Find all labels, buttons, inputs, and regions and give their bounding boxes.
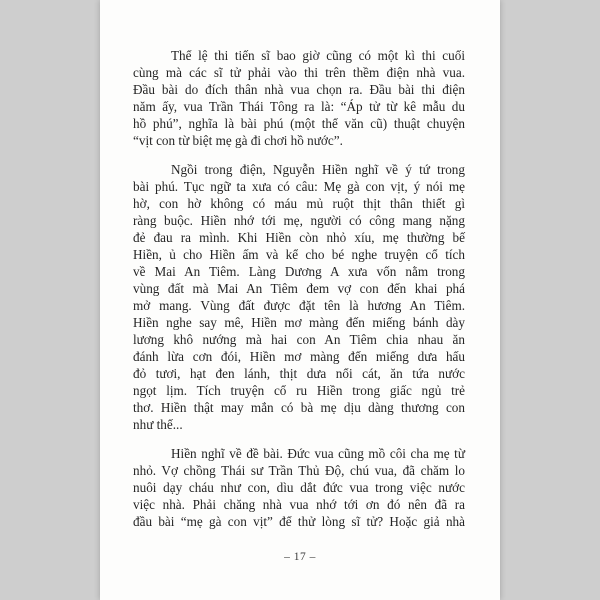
text-line: Hiền, ủ cho Hiền ấm và kể cho bé nghe truyện cổ tích — [133, 247, 465, 262]
text-line: về Mai An Tiêm. Làng Dương A xưa vốn nằm trong — [133, 264, 465, 279]
text-line: nuôi dạy cháu như con, dìu dắt đức vua trong việc nước — [133, 480, 465, 495]
text-line: vùng đất mà Mai An Tiêm đem vợ con đến khai phá — [133, 281, 465, 296]
text-line: đầu bài “mẹ gà con vịt” để thử lòng sĩ tử? Hoặc giả nhà — [133, 514, 465, 529]
text-line: bài phú. Tục ngữ ta xưa có câu: Mẹ gà con vịt, ý nói mẹ — [133, 179, 465, 194]
page-text — [133, 47, 465, 542]
text-line: đẻ đau ra mình. Khi Hiền còn nhỏ xíu, mẹ thường bế — [133, 230, 465, 245]
text-line: thơ. Hiền thật may mắn có bà mẹ dịu dàng thương con — [133, 400, 465, 415]
text-line: việc nhà. Phải chăng nhà vua nhớ tới ơn đó nên đã ra — [133, 497, 465, 512]
paragraph — [133, 445, 465, 530]
text-line: lương khô nướng mà hai con An Tiêm chia nhau ăn — [133, 332, 465, 347]
text-line: cùng mà các sĩ tử phải vào thi trên thềm điện nhà vua. — [133, 65, 465, 80]
text-line: ngọt lịm. Tích truyện cổ ru Hiền trong giấc ngủ trẻ — [133, 383, 465, 398]
page-number: – 17 – — [284, 551, 316, 563]
text-line: Hiền nghe say mê, Hiền mơ màng đến miếng bánh dày — [133, 315, 465, 330]
text-line: Thể lệ thi tiến sĩ bao giờ cũng có một kì thi cuối — [171, 48, 465, 63]
text-line: đỏ tươi, hạt đen lánh, thịt dưa nổi cát, ăn tứa nước — [133, 366, 465, 381]
paragraph — [133, 161, 465, 433]
paragraph — [133, 47, 465, 149]
text-line: hồ phú”, nghĩa là bài phú (một thể văn cũ) thuật chuyện — [133, 116, 465, 131]
text-line: Đầu bài do đích thân nhà vua chọn ra. Đầu bài thi điện — [133, 82, 465, 97]
text-line: mở mang. Vùng đất được đặt tên là hương An Tiêm. — [133, 298, 465, 313]
text-line: đánh lừa cơn đói, Hiền mơ màng đến miếng dưa hấu — [133, 349, 465, 364]
text-line: năm ấy, vua Trần Thái Tông ra là: “Áp tử từ kê mẫu du — [133, 99, 465, 114]
text-line: nhỏ. Vợ chồng Thái sư Trần Thủ Độ, chú vua, đã chăm lo — [133, 463, 465, 478]
text-line: hờ, con hờ không có máu mủ ruột thịt thân thiết gì — [133, 196, 465, 211]
text-line: ràng buộc. Hiền nhớ tới mẹ, người có công mang nặng — [133, 213, 465, 228]
text-line: Ngồi trong điện, Nguyễn Hiền nghĩ về ý tứ trong — [171, 162, 465, 177]
text-line: như thế... — [133, 417, 183, 432]
text-line: “vịt con từ biệt mẹ gà đi chơi hồ nước”. — [133, 133, 343, 148]
text-line: Hiền nghĩ về đề bài. Đức vua cũng mồ côi cha mẹ từ — [171, 446, 465, 461]
book-page — [100, 0, 500, 600]
